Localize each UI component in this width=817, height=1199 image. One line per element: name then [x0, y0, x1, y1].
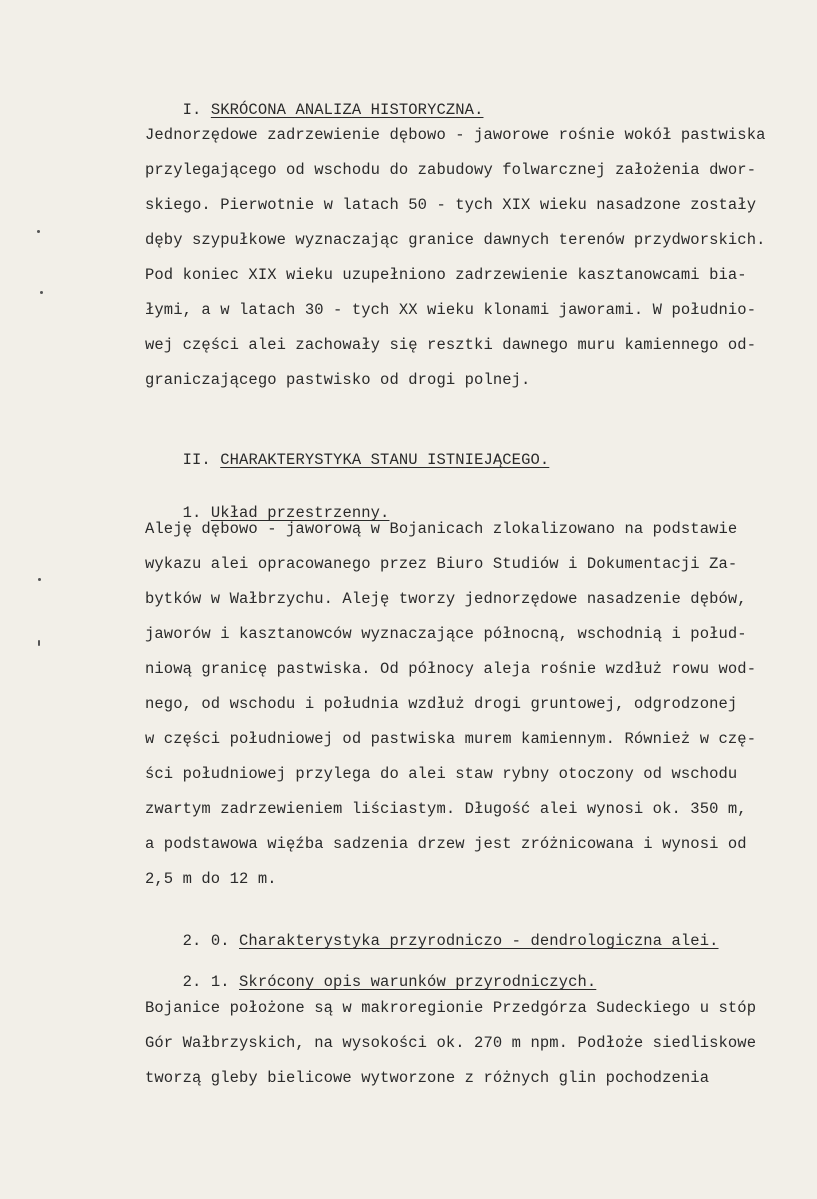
- subsection-1-line-5: niową granicę pastwiska. Od północy aleja rośnie wzdłuż rowu wod-: [145, 660, 757, 678]
- subsection-1-line-3: bytków w Wałbrzychu. Aleję tworzy jednorzędowe nasadzenie dębów,: [145, 590, 747, 608]
- subsection-1-line-6: nego, od wschodu i południa wzdłuż drogi gruntowej, odgrodzonej: [145, 695, 738, 713]
- section-1-line-3: skiego. Pierwotnie w latach 50 - tych XIX wieku nasadzone zostały: [145, 196, 757, 214]
- subsection-2-1-line-3: tworzą gleby bielicowe wytworzone z różnych glin pochodzenia: [145, 1069, 710, 1087]
- subsection-1-line-2: wykazu alei opracowanego przez Biuro Studiów i Dokumentacji Za-: [145, 555, 738, 573]
- subsection-1-line-8: ści południowej przylega do alei staw rybny otoczony od wschodu: [145, 765, 738, 783]
- section-2-title: CHARAKTERYSTYKA STANU ISTNIEJĄCEGO.: [220, 451, 550, 469]
- section-1-line-7: wej części alei zachowały się resztki dawnego muru kamiennego od-: [145, 336, 757, 354]
- section-1-line-6: łymi, a w latach 30 - tych XX wieku klonami jaworami. W południo-: [145, 301, 757, 319]
- subsection-2-1-number: 2. 1.: [182, 973, 230, 991]
- subsection-2-0-number: 2. 0.: [182, 932, 230, 950]
- subsection-2-0-title: Charakterystyka przyrodniczo - dendrologiczna alei.: [239, 932, 719, 950]
- margin-mark: [37, 230, 40, 233]
- margin-mark: [40, 291, 43, 294]
- section-1-line-4: dęby szypułkowe wyznaczając granice dawnych terenów przydworskich.: [145, 231, 766, 249]
- subsection-2-1-title: Skrócony opis warunków przyrodniczych.: [239, 973, 597, 991]
- subsection-1-line-4: jaworów i kasztanowców wyznaczające północną, wschodnią i połud-: [145, 625, 747, 643]
- subsection-1-number: 1.: [182, 504, 202, 522]
- section-1-line-2: przylegającego od wschodu do zabudowy folwarcznej założenia dwor-: [145, 161, 757, 179]
- section-1-title: SKRÓCONA ANALIZA HISTORYCZNA.: [210, 101, 484, 119]
- subsection-1-line-11: 2,5 m do 12 m.: [145, 870, 277, 888]
- subsection-1-title: Układ przestrzenny.: [210, 504, 390, 522]
- subsection-1-line-7: w części południowej od pastwiska murem kamiennym. Również w czę-: [145, 730, 757, 748]
- subsection-1-line-10: a podstawowa więźba sadzenia drzew jest zróżnicowana i wynosi od: [145, 835, 747, 853]
- subsection-2-1-line-2: Gór Wałbrzyskich, na wysokości ok. 270 m npm. Podłoże siedliskowe: [145, 1034, 757, 1052]
- margin-mark: [38, 640, 40, 646]
- section-2-number: II.: [182, 451, 211, 469]
- section-1-line-1: Jednorzędowe zadrzewienie dębowo - jaworowe rośnie wokół pastwiska: [145, 126, 766, 144]
- subsection-1-line-9: zwartym zadrzewieniem liściastym. Długość alei wynosi ok. 350 m,: [145, 800, 747, 818]
- section-1-line-8: graniczającego pastwisko od drogi polnej.: [145, 371, 531, 389]
- subsection-1-line-1: Aleję dębowo - jaworową w Bojanicach zlokalizowano na podstawie: [145, 520, 738, 538]
- section-1-number: I.: [182, 101, 202, 119]
- subsection-2-1-line-1: Bojanice położone są w makroregionie Przedgórza Sudeckiego u stóp: [145, 999, 757, 1017]
- margin-mark: [38, 578, 41, 581]
- section-1-line-5: Pod koniec XIX wieku uzupełniono zadrzewienie kasztanowcami bia-: [145, 266, 747, 284]
